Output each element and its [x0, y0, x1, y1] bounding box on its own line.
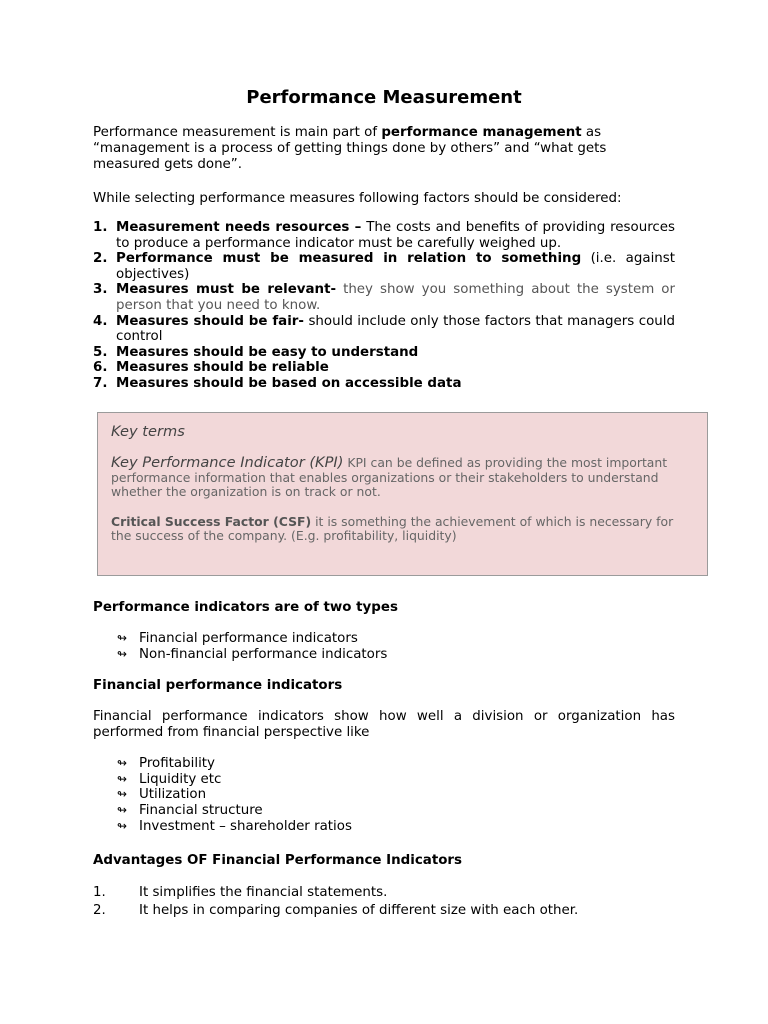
- arrow-bullet-icon: ↬: [117, 646, 128, 661]
- factor-title: Measures should be fair-: [116, 313, 304, 329]
- advantage-text: It simplifies the financial statements.: [139, 885, 388, 900]
- list-item-text: Financial structure: [139, 803, 263, 819]
- arrow-bullet-icon: ↬: [117, 803, 128, 818]
- factor-number: 1.: [93, 220, 108, 235]
- factor-item: [93, 220, 675, 251]
- csf-term: Critical Success Factor (CSF): [111, 513, 312, 529]
- factor-number: 5.: [93, 344, 108, 360]
- page-title: Performance Measurement: [246, 87, 522, 108]
- financial-list: [117, 756, 352, 835]
- advantages-heading: Advantages OF Financial Performance Indicators: [93, 853, 463, 868]
- factor-description: should include only those factors that managers could control: [116, 313, 675, 345]
- list-item-text: Non-financial performance indicators: [139, 646, 388, 662]
- list-item: [117, 647, 387, 663]
- factor-description: (i.e. against objectives): [116, 251, 675, 282]
- list-item: [117, 787, 352, 803]
- intro-text-before: Performance measurement is main part of: [93, 125, 382, 140]
- financial-description: Financial performance indicators show how well a division or organization has performed from financial perspective like: [93, 709, 675, 740]
- advantage-item: [93, 884, 578, 902]
- advantages-list: [93, 884, 578, 920]
- list-item-text: Utilization: [139, 787, 207, 803]
- factor-title: Measures should be reliable: [116, 360, 329, 376]
- factor-item: [93, 282, 675, 313]
- intro-bold-term: performance management: [381, 125, 582, 140]
- types-heading: Performance indicators are of two types: [93, 600, 398, 615]
- kpi-definition: [111, 456, 693, 500]
- advantage-item: [93, 902, 578, 920]
- factor-number: 6.: [93, 360, 108, 376]
- arrow-bullet-icon: ↬: [117, 771, 128, 786]
- arrow-bullet-icon: ↬: [117, 787, 128, 802]
- factors-list: [93, 220, 675, 392]
- list-item-text: Liquidity etc: [139, 771, 222, 787]
- kpi-text: KPI can be defined as providing the most important performance information that enables organizations or their stakeholders to understand whether the organization is on track or not.: [111, 455, 668, 500]
- csf-definition: [111, 515, 693, 544]
- advantage-number: 2.: [93, 903, 106, 918]
- csf-text: it is something the achievement of which is necessary for the success of the company. (E.g. profitability, liquidity): [111, 513, 674, 544]
- factor-item: [93, 376, 675, 392]
- factor-title: Performance must be measured in relation to something: [116, 251, 582, 267]
- factor-number: 7.: [93, 375, 108, 391]
- list-item-text: Financial performance indicators: [139, 631, 358, 646]
- factors-lead: While selecting performance measures following factors should be considered:: [93, 191, 622, 206]
- factor-number: 3.: [93, 282, 108, 298]
- factor-title: Measurement needs resources –: [116, 220, 362, 235]
- list-item-text: Profitability: [139, 756, 215, 771]
- factor-description: The costs and benefits of providing resources to produce a performance indicator must be carefully weighed up.: [116, 220, 675, 251]
- list-item: [117, 772, 352, 788]
- kpi-term: Key Performance Indicator (KPI): [111, 454, 344, 471]
- factor-item: [93, 360, 675, 376]
- key-terms-heading: Key terms: [111, 423, 185, 440]
- advantage-number: 1.: [93, 885, 106, 900]
- factor-item: [93, 314, 675, 345]
- factor-number: 2.: [93, 251, 108, 267]
- types-list: [117, 631, 387, 662]
- factor-title: Measures should be easy to understand: [116, 344, 419, 360]
- factor-title: Measures must be relevant-: [116, 282, 337, 298]
- list-item: [117, 819, 352, 835]
- intro-paragraph: [93, 125, 675, 173]
- factor-description: they show you something about the system or person that you need to know.: [116, 282, 675, 313]
- arrow-bullet-icon: ↬: [117, 631, 128, 645]
- arrow-bullet-icon: ↬: [117, 818, 128, 833]
- advantage-text: It helps in comparing companies of different size with each other.: [139, 903, 579, 918]
- list-item: [117, 803, 352, 819]
- key-terms-box: [97, 412, 708, 576]
- factor-item: [93, 251, 675, 282]
- financial-heading: Financial performance indicators: [93, 678, 343, 693]
- factor-title: Measures should be based on accessible data: [116, 375, 462, 391]
- factor-item: [93, 345, 675, 361]
- intro-text-after: as “management is a process of getting things done by others” and “what gets measured gets done”.: [93, 125, 607, 172]
- list-item: [117, 631, 387, 647]
- arrow-bullet-icon: ↬: [117, 756, 128, 770]
- factor-number: 4.: [93, 313, 108, 329]
- list-item: [117, 756, 352, 772]
- list-item-text: Investment – shareholder ratios: [139, 818, 352, 834]
